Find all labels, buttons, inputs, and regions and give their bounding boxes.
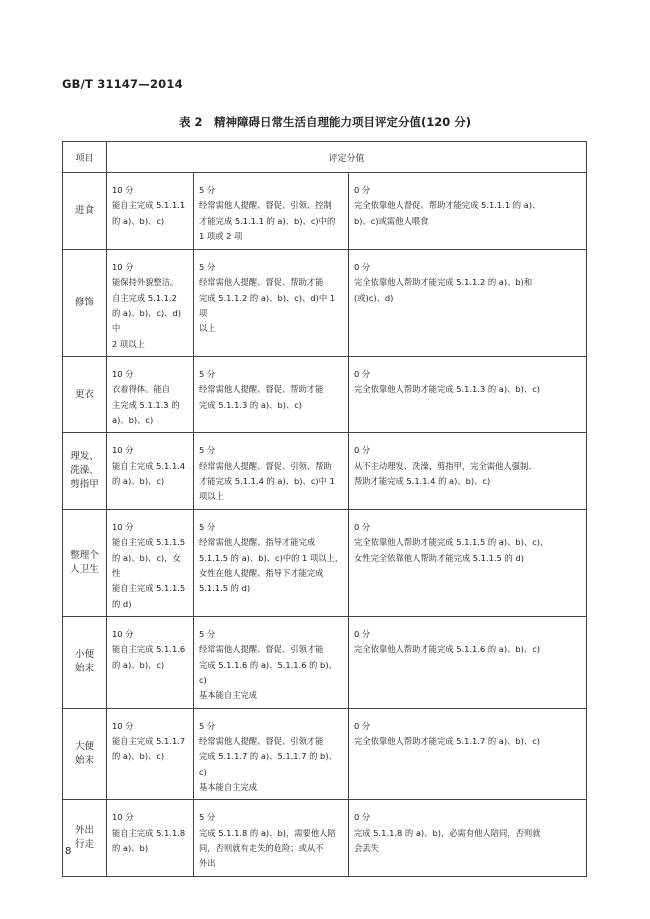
- page-number: 8: [65, 846, 72, 857]
- score-5-cell-line: 外出: [199, 858, 216, 869]
- score-10-cell: [107, 250, 194, 357]
- table-row: [63, 800, 587, 876]
- score-10-cell-line: 的 a)、b)、c): [112, 215, 165, 226]
- item-cell: [63, 433, 107, 509]
- score-10-cell: [107, 800, 194, 876]
- score-0-cell: [349, 250, 587, 357]
- score-0-cell-line: 完全依靠他人帮助才能完成 5.1.1.2 的 a)、b)和: [354, 277, 533, 288]
- score-10-cell-line: 2 项以上: [112, 338, 145, 349]
- score-5-cell-line: 经常需他人提醒、督促、引领、帮助: [199, 460, 332, 471]
- score-10-cell-line: 的 d): [112, 598, 132, 609]
- score-0-cell-line: b)、c)或需他人喂食: [354, 215, 429, 226]
- score-5-cell-line: 经常需他人提醒、督促、帮助才能: [199, 384, 324, 395]
- score-10-cell-line: 10 分: [112, 521, 134, 532]
- score-5-cell: [194, 173, 349, 250]
- score-0-cell-line: 从不主动理发、洗澡、剪指甲，完全需他人强制、: [354, 460, 537, 471]
- table-header-row: [63, 142, 587, 173]
- score-0-cell-line: 完全依靠他人帮助才能完成 5.1.1.7 的 a)、b)、c): [354, 735, 541, 746]
- score-0-cell-line: 0 分: [354, 720, 371, 731]
- table-row: [63, 708, 587, 800]
- score-10-cell-line: 的 a)、b)、c)、d)中: [112, 308, 181, 334]
- score-10-cell-line: 的 a)、b)、c): [112, 476, 165, 487]
- score-10-cell-line: 10 分: [112, 628, 134, 639]
- score-0-cell-line: 0 分: [354, 185, 371, 195]
- score-10-cell-line: 能自主完成 5.1.1.7: [112, 735, 186, 746]
- score-10-cell-line: 能自主完成 5.1.1.8: [112, 827, 186, 838]
- score-5-cell: [194, 250, 349, 357]
- score-0-cell: [349, 509, 587, 616]
- score-10-cell-line: 能自主完成 5.1.1.5: [112, 537, 186, 548]
- score-10-cell-line: 10 分: [112, 812, 134, 823]
- item-cell: [63, 250, 107, 357]
- table-row: [63, 433, 587, 509]
- item-cell-line: 人卫生: [70, 563, 99, 575]
- score-5-cell-line: 经常需他人提醒、督促、引领才能: [199, 644, 324, 655]
- score-5-cell-line: 5 分: [199, 628, 216, 639]
- score-5-cell-line: 才能完成 5.1.1.1 的 a)、b)、c)中的: [199, 215, 336, 226]
- score-5-cell-line: 5.1.1.5 的 a)、b)、c)中的 1 项以上，: [199, 552, 344, 563]
- score-0-cell-line: 0 分: [354, 628, 371, 639]
- score-5-cell: [194, 433, 349, 509]
- score-0-cell: [349, 616, 587, 708]
- score-5-cell: [194, 509, 349, 616]
- score-10-cell-line: 能自主完成 5.1.1.5: [112, 583, 186, 594]
- item-cell-line: 理发、: [70, 450, 99, 462]
- score-5-cell-line: 同，否则就有走失的危险；或从不: [199, 843, 324, 853]
- score-10-cell: [107, 357, 194, 433]
- item-cell-line: 整理个: [70, 549, 99, 561]
- score-0-cell-line: 完全依靠他人帮助才能完成 5.1.1.6 的 a)、b)、c): [354, 644, 541, 655]
- score-5-cell-line: 5 分: [199, 720, 216, 731]
- score-10-cell-line: 10 分: [112, 720, 134, 731]
- score-5-cell-line: 经常需他人提醒、督促、引领、控制: [199, 200, 332, 211]
- item-cell-line: 始末: [74, 663, 94, 675]
- item-cell-line: 大便: [74, 740, 94, 752]
- score-10-cell-line: 10 分: [112, 445, 134, 456]
- score-0-cell-line: 女性完全依靠他人帮助才能完成 5.1.1.5 的 d): [354, 552, 524, 563]
- score-10-cell-line: 能自主完成 5.1.1.6: [112, 644, 186, 655]
- score-0-cell: [349, 800, 587, 876]
- score-5-cell-line: 5 分: [199, 185, 216, 195]
- score-5-cell-line: 完成 5.1.1.6 的 a)、5.1.1.6 的 b)、c): [199, 659, 337, 685]
- score-0-cell-line: 完全依靠他人帮助才能完成 5.1.1.5 的 a)、b)、c)，: [354, 537, 549, 548]
- score-5-cell-line: 基本能自主完成: [199, 781, 258, 792]
- table-row: [63, 509, 587, 616]
- score-0-cell-line: 0 分: [354, 812, 371, 823]
- score-0-cell-line: 0 分: [354, 445, 371, 456]
- table-row: [63, 250, 587, 357]
- score-10-cell-line: 的 a)、b)、c)，女性: [112, 552, 181, 578]
- score-10-cell-line: 衣着得体。能自: [112, 384, 171, 395]
- score-10-cell-line: 能保持外貌整洁。: [112, 277, 179, 288]
- item-cell: [63, 800, 107, 876]
- score-5-cell-line: 5 分: [199, 445, 216, 456]
- item-cell-line: 剪指甲: [70, 479, 99, 491]
- score-5-cell: [194, 616, 349, 708]
- score-0-cell-line: 完全依靠他人督促、帮助才能完成 5.1.1.1 的 a)、: [354, 200, 541, 211]
- score-10-cell-line: 能自主完成 5.1.1.1: [112, 200, 186, 211]
- score-10-cell: [107, 509, 194, 616]
- table-row: [63, 173, 587, 250]
- header-score: 评定分值: [107, 142, 587, 173]
- score-0-cell-line: (或)c)、d): [354, 292, 394, 303]
- score-5-cell-line: 经常需他人提醒、指导才能完成: [199, 537, 316, 548]
- table-row: [63, 616, 587, 708]
- score-10-cell-line: 的 a)、b): [112, 843, 149, 853]
- score-10-cell: [107, 616, 194, 708]
- score-0-cell-line: 0 分: [354, 262, 371, 272]
- score-5-cell-line: 完成 5.1.1.3 的 a)、b)、c): [199, 399, 303, 410]
- score-10-cell: [107, 433, 194, 509]
- score-10-cell: [107, 708, 194, 800]
- score-0-cell-line: 完成 5.1.1.8 的 a)、b)，必需有他人陪同，否则就: [354, 827, 541, 838]
- score-5-cell-line: 才能完成 5.1.1.4 的 a)、b)、c)中 1: [199, 476, 335, 487]
- score-5-cell-line: 完成 5.1.1.2 的 a)、b)、c)、d)中 1 项: [199, 292, 336, 319]
- score-5-cell-line: 女性在他人提醒、指导下才能完成: [199, 567, 324, 578]
- standard-code: GB/T 31147—2014: [62, 77, 183, 91]
- score-0-cell: [349, 433, 587, 509]
- score-10-cell-line: 10 分: [112, 369, 134, 380]
- score-table: [62, 141, 587, 877]
- score-5-cell-line: 以上: [199, 323, 216, 334]
- item-cell-line: 进食: [74, 204, 94, 216]
- score-10-cell-line: a)、b)、c): [112, 415, 154, 426]
- score-10-cell-line: 的 a)、b)、c): [112, 659, 165, 670]
- score-10-cell-line: 的 a)、b)、c): [112, 751, 165, 762]
- score-10-cell-line: 10 分: [112, 262, 134, 272]
- item-cell-line: 小便: [74, 648, 94, 660]
- item-cell-line: 外出: [74, 824, 94, 836]
- item-cell-line: 更衣: [74, 388, 94, 400]
- item-cell: [63, 708, 107, 800]
- item-cell-line: 洗澡、: [70, 465, 99, 476]
- score-5-cell-line: 完成 5.1.1.7 的 a)、5.1.1.7 的 b)、c): [199, 751, 337, 777]
- item-cell: [63, 173, 107, 250]
- score-0-cell: [349, 357, 587, 433]
- score-10-cell-line: 自主完成 5.1.1.2: [112, 292, 177, 303]
- score-10-cell-line: 能自主完成 5.1.1.4: [112, 460, 186, 471]
- score-5-cell-line: 5 分: [199, 262, 216, 272]
- score-0-cell-line: 0 分: [354, 521, 371, 532]
- item-cell: [63, 509, 107, 616]
- score-5-cell-line: 5 分: [199, 521, 216, 532]
- item-cell-line: 修饰: [74, 296, 94, 308]
- score-0-cell: [349, 708, 587, 800]
- table-row: [63, 357, 587, 433]
- score-0-cell-line: 完全依靠他人帮助才能完成 5.1.1.3 的 a)、b)、c): [354, 384, 541, 395]
- score-5-cell-line: 经常需他人提醒、督促、帮助才能: [199, 277, 324, 288]
- item-cell-line: 始末: [74, 754, 94, 766]
- score-10-cell-line: 主完成 5.1.1.3 的: [112, 399, 180, 410]
- score-5-cell-line: 5.1.1.5 的 d): [199, 583, 251, 594]
- score-0-cell-line: 0 分: [354, 369, 371, 380]
- score-5-cell: [194, 800, 349, 876]
- score-5-cell: [194, 708, 349, 800]
- score-5-cell-line: 完成 5.1.1.8 的 a)、b)，需要他人陪: [199, 827, 336, 838]
- score-0-cell-line: 帮助才能完成 5.1.1.4 的 a)、b)、c): [354, 476, 491, 487]
- score-5-cell: [194, 357, 349, 433]
- score-0-cell-line: 会丢失: [354, 843, 379, 853]
- score-5-cell-line: 5 分: [199, 812, 216, 823]
- item-cell: [63, 357, 107, 433]
- score-10-cell-line: 10 分: [112, 185, 134, 195]
- score-5-cell-line: 基本能自主完成: [199, 690, 258, 701]
- score-5-cell-line: 1 项或 2 项: [199, 231, 243, 242]
- table-caption: 表 2 精神障碍日常生活自理能力项目评定分值(120 分): [178, 115, 472, 129]
- score-5-cell-line: 经常需他人提醒、督促、引领才能: [199, 735, 324, 746]
- score-0-cell: [349, 173, 587, 250]
- score-5-cell-line: 项以上: [199, 491, 224, 502]
- header-item: 项目: [63, 142, 107, 173]
- item-cell: [63, 616, 107, 708]
- item-cell-line: 行走: [74, 839, 94, 850]
- score-10-cell: [107, 173, 194, 250]
- score-5-cell-line: 5 分: [199, 369, 216, 380]
